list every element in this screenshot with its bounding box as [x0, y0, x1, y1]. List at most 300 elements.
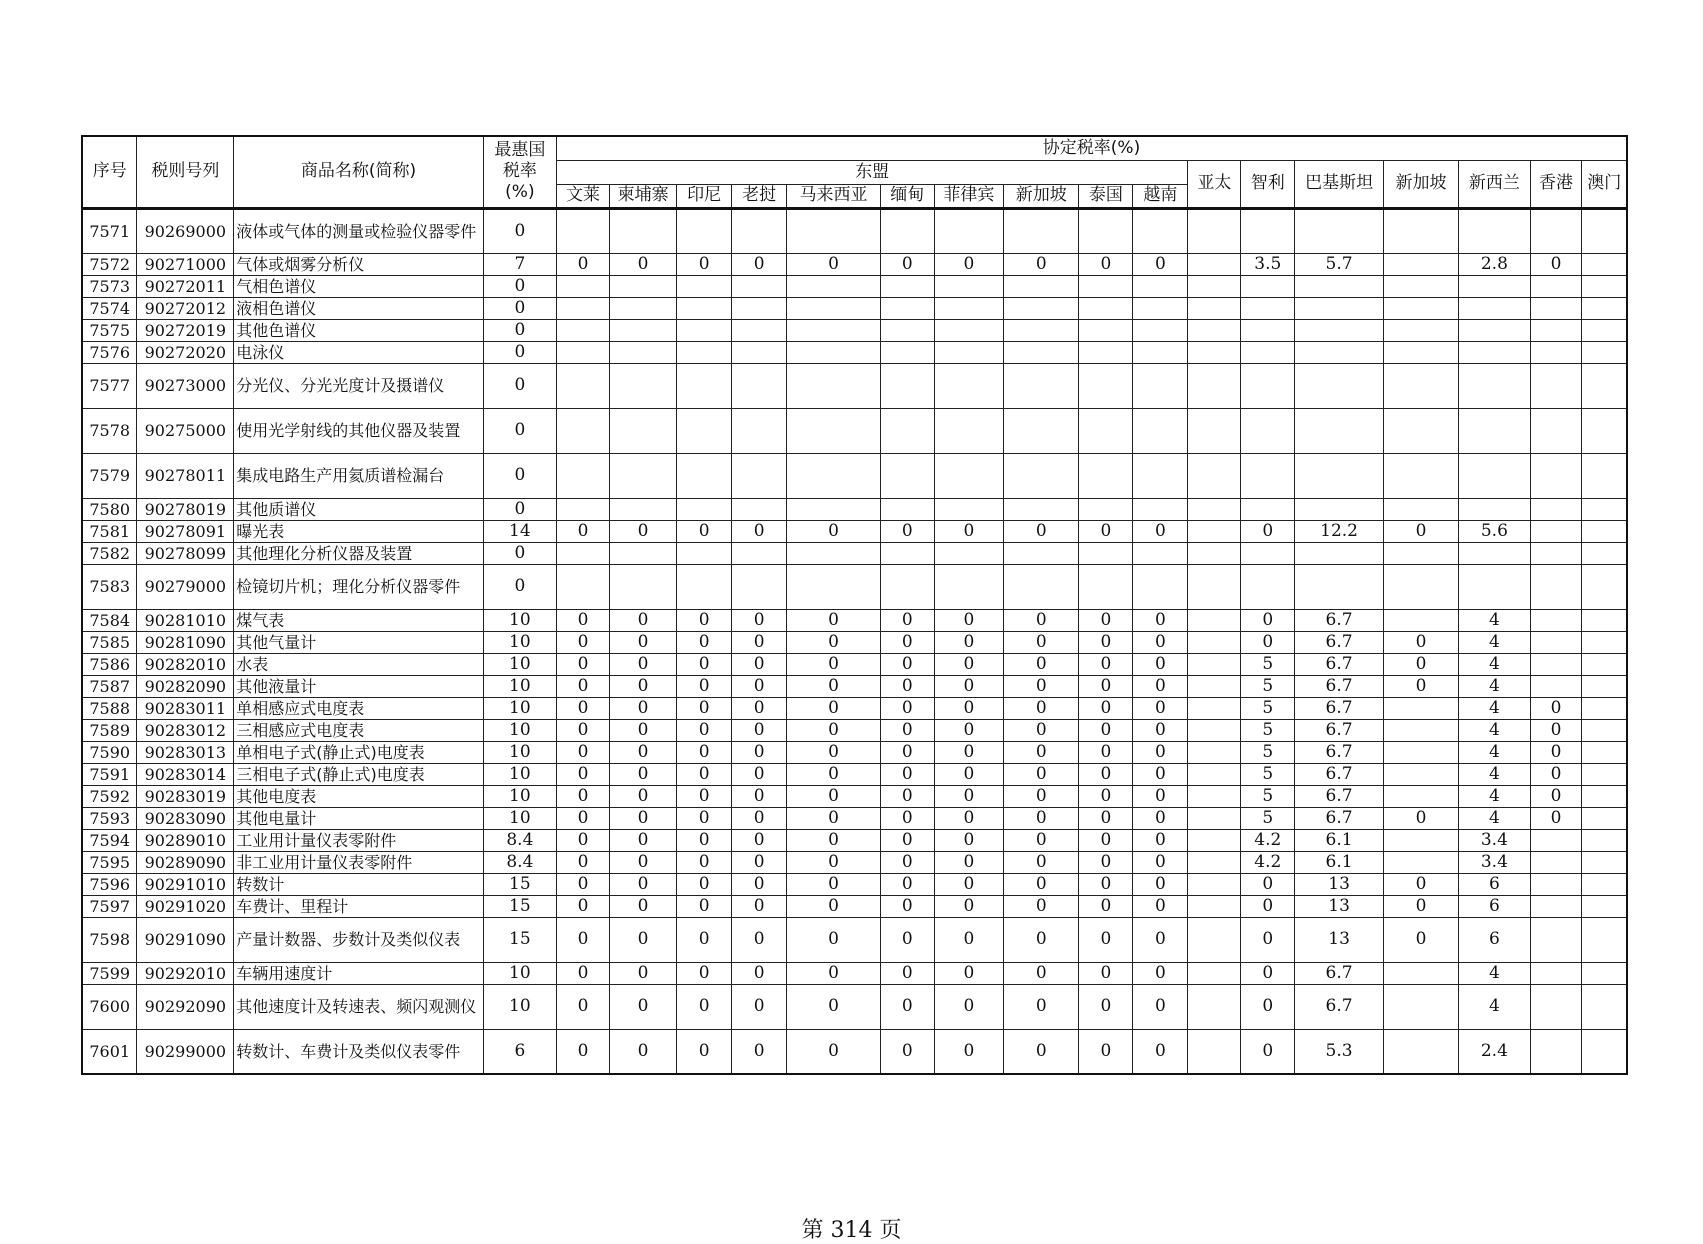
cell-name: 转数计、车费计及类似仪表零件 [234, 1029, 484, 1074]
cell-asean-rate: 0 [609, 741, 676, 763]
cell-asean-rate [1133, 363, 1188, 408]
cell-asean-rate: 0 [1133, 873, 1188, 895]
cell-agreement-rate: 4 [1459, 609, 1530, 631]
cell-asean-rate [1079, 542, 1133, 564]
cell-asean-rate [732, 275, 787, 297]
cell-asean-rate: 0 [880, 984, 934, 1029]
cell-asean-rate: 0 [1133, 807, 1188, 829]
cell-asean-rate: 0 [1004, 631, 1079, 653]
cell-asean-rate [934, 498, 1003, 520]
cell-asean-rate: 0 [732, 653, 787, 675]
cell-name: 其他速度计及转速表、频闪观测仪 [234, 984, 484, 1029]
cell-agreement-rate [1383, 763, 1458, 785]
cell-agreement-rate: 6.1 [1295, 829, 1384, 851]
cell-seq: 7574 [82, 297, 137, 319]
col-mfn-line1: 最惠国 [494, 140, 546, 161]
cell-asean-rate [880, 275, 934, 297]
cell-asean-rate [609, 341, 676, 363]
cell-mfn: 15 [483, 873, 556, 895]
cell-asean-rate: 0 [1133, 829, 1188, 851]
cell-asean-rate [1004, 319, 1079, 341]
cell-asean-rate: 0 [677, 829, 732, 851]
cell-name: 液相色谱仪 [234, 297, 484, 319]
cell-agreement-rate [1241, 363, 1295, 408]
cell-agreement-rate [1188, 917, 1241, 962]
cell-agreement-rate [1530, 675, 1582, 697]
cell-agreement-rate [1530, 917, 1582, 962]
cell-code: 90291020 [137, 895, 234, 917]
cell-agreement-rate [1383, 564, 1458, 609]
cell-asean-rate: 0 [732, 520, 787, 542]
cell-agreement-rate [1459, 341, 1530, 363]
cell-agreement-rate [1582, 763, 1627, 785]
cell-agreement-rate [1582, 520, 1627, 542]
cell-asean-rate: 0 [732, 719, 787, 741]
cell-asean-rate: 0 [609, 631, 676, 653]
cell-asean-rate [880, 208, 934, 253]
cell-asean-rate [934, 453, 1003, 498]
cell-agreement-rate [1582, 297, 1627, 319]
cell-asean-rate [787, 208, 881, 253]
cell-agreement-rate: 6.7 [1295, 719, 1384, 741]
cell-asean-rate [557, 363, 610, 408]
cell-asean-rate: 0 [677, 807, 732, 829]
cell-mfn: 0 [483, 564, 556, 609]
table-row [82, 1029, 1627, 1074]
cell-agreement-rate [1188, 564, 1241, 609]
cell-asean-rate [787, 341, 881, 363]
cell-name: 分光仪、分光光度计及摄谱仪 [234, 363, 484, 408]
cell-asean-rate: 0 [557, 807, 610, 829]
cell-asean-rate: 0 [1004, 962, 1079, 984]
cell-asean-rate: 0 [1079, 675, 1133, 697]
cell-asean-rate [880, 319, 934, 341]
cell-asean-rate: 0 [609, 984, 676, 1029]
cell-agreement-rate [1188, 408, 1241, 453]
cell-agreement-rate: 0 [1530, 719, 1582, 741]
cell-asean-rate: 0 [934, 653, 1003, 675]
cell-agreement-rate [1582, 319, 1627, 341]
cell-agreement-rate [1530, 873, 1582, 895]
cell-asean-rate: 0 [1004, 1029, 1079, 1074]
cell-asean-rate [732, 208, 787, 253]
cell-asean-rate [880, 297, 934, 319]
cell-agreement-rate [1459, 453, 1530, 498]
cell-asean-rate [1004, 498, 1079, 520]
col-mfn [483, 136, 556, 208]
cell-asean-rate [787, 542, 881, 564]
table-row [82, 609, 1627, 631]
cell-asean-rate: 0 [787, 631, 881, 653]
cell-asean-rate: 0 [677, 785, 732, 807]
cell-name: 单相感应式电度表 [234, 697, 484, 719]
cell-agreement-rate: 4 [1459, 984, 1530, 1029]
cell-agreement-rate [1582, 984, 1627, 1029]
cell-asean-rate: 0 [557, 763, 610, 785]
cell-agreement-rate [1383, 719, 1458, 741]
cell-asean-rate: 0 [787, 653, 881, 675]
cell-agreement-rate: 0 [1530, 697, 1582, 719]
cell-agreement-rate: 6.7 [1295, 962, 1384, 984]
cell-asean-rate: 0 [934, 785, 1003, 807]
cell-asean-rate: 0 [787, 697, 881, 719]
cell-code: 90289090 [137, 851, 234, 873]
cell-asean-rate: 0 [732, 697, 787, 719]
cell-name: 气体或烟雾分析仪 [234, 253, 484, 275]
cell-name: 单相电子式(静止式)电度表 [234, 741, 484, 763]
cell-agreement-rate: 6 [1459, 895, 1530, 917]
cell-asean-rate: 0 [1004, 984, 1079, 1029]
cell-mfn: 7 [483, 253, 556, 275]
cell-agreement-rate: 6.7 [1295, 807, 1384, 829]
cell-seq: 7595 [82, 851, 137, 873]
cell-mfn: 0 [483, 319, 556, 341]
cell-code: 90289010 [137, 829, 234, 851]
cell-agreement-rate [1188, 453, 1241, 498]
cell-asean-rate: 0 [934, 631, 1003, 653]
cell-code: 90283014 [137, 763, 234, 785]
cell-asean-rate [934, 208, 1003, 253]
cell-mfn: 10 [483, 609, 556, 631]
cell-asean-rate: 0 [1004, 675, 1079, 697]
col-code: 税则号列 [137, 136, 234, 208]
cell-code: 90292090 [137, 984, 234, 1029]
cell-asean-rate [934, 319, 1003, 341]
cell-name: 其他电度表 [234, 785, 484, 807]
cell-agreement-rate [1582, 208, 1627, 253]
cell-code: 90272011 [137, 275, 234, 297]
cell-agreement-rate: 0 [1383, 520, 1458, 542]
cell-agreement-rate: 5.6 [1459, 520, 1530, 542]
cell-asean-rate: 0 [1079, 851, 1133, 873]
cell-agreement-rate [1295, 363, 1384, 408]
cell-mfn: 14 [483, 520, 556, 542]
cell-agreement-rate: 4 [1459, 741, 1530, 763]
col-seq: 序号 [82, 136, 137, 208]
cell-asean-rate: 0 [1004, 719, 1079, 741]
cell-asean-rate [557, 341, 610, 363]
cell-code: 90282010 [137, 653, 234, 675]
cell-asean-rate: 0 [557, 984, 610, 1029]
cell-mfn: 6 [483, 1029, 556, 1074]
table-row [82, 697, 1627, 719]
cell-code: 90282090 [137, 675, 234, 697]
cell-asean-rate: 0 [934, 741, 1003, 763]
cell-asean-rate [787, 363, 881, 408]
cell-asean-rate: 0 [934, 984, 1003, 1029]
table-row [82, 253, 1627, 275]
cell-asean-rate [787, 564, 881, 609]
cell-agreement-rate [1188, 319, 1241, 341]
cell-agreement-rate [1188, 341, 1241, 363]
cell-agreement-rate: 4.2 [1241, 829, 1295, 851]
cell-agreement-rate [1188, 719, 1241, 741]
cell-asean-rate: 0 [557, 697, 610, 719]
cell-asean-rate: 0 [934, 873, 1003, 895]
cell-agreement-rate [1383, 363, 1458, 408]
cell-agreement-rate: 0 [1241, 962, 1295, 984]
table-row [82, 807, 1627, 829]
cell-agreement-rate [1295, 498, 1384, 520]
cell-asean-rate: 0 [1079, 520, 1133, 542]
cell-asean-rate: 0 [1133, 653, 1188, 675]
table-row [82, 631, 1627, 653]
cell-asean-rate: 0 [880, 763, 934, 785]
cell-asean-rate: 0 [1133, 917, 1188, 962]
cell-asean-rate: 0 [677, 873, 732, 895]
cell-agreement-rate [1241, 208, 1295, 253]
cell-asean-rate: 0 [1079, 917, 1133, 962]
cell-asean-rate [1079, 275, 1133, 297]
cell-asean-rate: 0 [787, 962, 881, 984]
cell-asean-rate: 0 [677, 631, 732, 653]
col-asean-member-3: 老挝 [732, 184, 787, 208]
cell-name: 三相感应式电度表 [234, 719, 484, 741]
cell-mfn: 15 [483, 917, 556, 962]
cell-agreement-rate [1383, 609, 1458, 631]
cell-code: 90272012 [137, 297, 234, 319]
cell-asean-rate: 0 [1133, 697, 1188, 719]
cell-agreement-rate: 0 [1383, 653, 1458, 675]
cell-code: 90278019 [137, 498, 234, 520]
cell-asean-rate: 0 [1079, 697, 1133, 719]
cell-asean-rate: 0 [1133, 785, 1188, 807]
cell-seq: 7583 [82, 564, 137, 609]
cell-asean-rate: 0 [609, 697, 676, 719]
cell-asean-rate: 0 [1004, 895, 1079, 917]
cell-name: 水表 [234, 653, 484, 675]
cell-seq: 7593 [82, 807, 137, 829]
cell-agreement-rate [1530, 851, 1582, 873]
cell-asean-rate: 0 [934, 829, 1003, 851]
cell-agreement-rate [1188, 275, 1241, 297]
cell-asean-rate: 0 [1079, 609, 1133, 631]
cell-asean-rate: 0 [557, 520, 610, 542]
cell-seq: 7579 [82, 453, 137, 498]
cell-agreement-rate [1530, 829, 1582, 851]
cell-mfn: 0 [483, 208, 556, 253]
cell-mfn: 0 [483, 297, 556, 319]
cell-agreement-rate [1459, 297, 1530, 319]
cell-asean-rate: 0 [1079, 807, 1133, 829]
cell-seq: 7590 [82, 741, 137, 763]
cell-asean-rate: 0 [1133, 962, 1188, 984]
cell-asean-rate: 0 [880, 719, 934, 741]
cell-asean-rate: 0 [934, 962, 1003, 984]
cell-seq: 7586 [82, 653, 137, 675]
cell-agreement-rate: 0 [1530, 807, 1582, 829]
cell-asean-rate [1133, 498, 1188, 520]
cell-seq: 7601 [82, 1029, 137, 1074]
cell-agreement-rate [1530, 498, 1582, 520]
cell-asean-rate: 0 [557, 962, 610, 984]
cell-agreement-rate: 0 [1383, 873, 1458, 895]
cell-agreement-rate [1383, 341, 1458, 363]
cell-asean-rate: 0 [1079, 653, 1133, 675]
cell-agreement-rate [1188, 297, 1241, 319]
cell-agreement-rate [1383, 962, 1458, 984]
col-agreement: 协定税率(%) [557, 136, 1627, 160]
cell-asean-rate: 0 [880, 917, 934, 962]
cell-agreement-rate: 0 [1530, 785, 1582, 807]
cell-asean-rate [732, 453, 787, 498]
cell-asean-rate: 0 [1004, 609, 1079, 631]
cell-asean-rate: 0 [677, 917, 732, 962]
cell-seq: 7581 [82, 520, 137, 542]
cell-asean-rate: 0 [732, 984, 787, 1029]
cell-asean-rate: 0 [1133, 763, 1188, 785]
table-row [82, 275, 1627, 297]
cell-agreement-rate [1582, 275, 1627, 297]
cell-asean-rate: 0 [677, 609, 732, 631]
col-asean-member-4: 马来西亚 [787, 184, 881, 208]
cell-agreement-rate [1383, 697, 1458, 719]
cell-agreement-rate: 5 [1241, 675, 1295, 697]
cell-agreement-rate: 4 [1459, 631, 1530, 653]
table-row [82, 319, 1627, 341]
cell-name: 其他电量计 [234, 807, 484, 829]
cell-asean-rate: 0 [1004, 763, 1079, 785]
cell-code: 90283090 [137, 807, 234, 829]
table-row [82, 653, 1627, 675]
cell-agreement-rate [1582, 631, 1627, 653]
cell-agreement-rate [1530, 564, 1582, 609]
cell-agreement-rate [1241, 498, 1295, 520]
cell-agreement-rate [1459, 542, 1530, 564]
cell-agreement-rate: 0 [1241, 631, 1295, 653]
cell-agreement-rate [1188, 363, 1241, 408]
cell-agreement-rate [1459, 408, 1530, 453]
cell-agreement-rate [1582, 873, 1627, 895]
cell-agreement-rate [1188, 631, 1241, 653]
cell-agreement-rate [1188, 208, 1241, 253]
cell-asean-rate [677, 453, 732, 498]
cell-seq: 7588 [82, 697, 137, 719]
cell-seq: 7599 [82, 962, 137, 984]
table-row [82, 917, 1627, 962]
cell-asean-rate: 0 [609, 675, 676, 697]
cell-agreement-rate: 4 [1459, 807, 1530, 829]
cell-asean-rate: 0 [880, 873, 934, 895]
cell-asean-rate: 0 [1079, 984, 1133, 1029]
cell-name: 工业用计量仪表零附件 [234, 829, 484, 851]
cell-asean-rate: 0 [732, 785, 787, 807]
cell-agreement-rate [1241, 319, 1295, 341]
cell-agreement-rate: 4 [1459, 675, 1530, 697]
cell-asean-rate: 0 [880, 609, 934, 631]
cell-asean-rate: 0 [557, 873, 610, 895]
cell-agreement-rate: 4 [1459, 785, 1530, 807]
cell-asean-rate [677, 498, 732, 520]
cell-asean-rate: 0 [677, 675, 732, 697]
cell-name: 产量计数器、步数计及类似仪表 [234, 917, 484, 962]
cell-asean-rate: 0 [1133, 719, 1188, 741]
cell-asean-rate [557, 208, 610, 253]
cell-asean-rate: 0 [880, 520, 934, 542]
cell-asean-rate: 0 [1004, 697, 1079, 719]
cell-asean-rate: 0 [677, 697, 732, 719]
cell-agreement-rate: 2.8 [1459, 253, 1530, 275]
cell-asean-rate: 0 [787, 1029, 881, 1074]
col-asean-member-2: 印尼 [677, 184, 732, 208]
cell-code: 90269000 [137, 208, 234, 253]
cell-agreement-rate [1383, 785, 1458, 807]
cell-seq: 7577 [82, 363, 137, 408]
cell-asean-rate [880, 564, 934, 609]
cell-asean-rate [677, 275, 732, 297]
cell-agreement-rate [1582, 829, 1627, 851]
cell-asean-rate: 0 [787, 895, 881, 917]
cell-agreement-rate: 3.4 [1459, 829, 1530, 851]
cell-agreement-rate: 0 [1383, 675, 1458, 697]
cell-asean-rate: 0 [1079, 741, 1133, 763]
cell-mfn: 10 [483, 741, 556, 763]
cell-asean-rate: 0 [1004, 873, 1079, 895]
cell-asean-rate [1133, 297, 1188, 319]
cell-asean-rate: 0 [557, 741, 610, 763]
cell-asean-rate: 0 [1004, 253, 1079, 275]
table-row [82, 564, 1627, 609]
cell-agreement-rate [1582, 697, 1627, 719]
cell-agreement-rate [1188, 498, 1241, 520]
cell-agreement-rate: 0 [1530, 253, 1582, 275]
cell-agreement-rate [1383, 984, 1458, 1029]
cell-asean-rate: 0 [732, 609, 787, 631]
cell-seq: 7575 [82, 319, 137, 341]
cell-mfn: 0 [483, 341, 556, 363]
cell-agreement-rate: 4.2 [1241, 851, 1295, 873]
cell-agreement-rate [1582, 895, 1627, 917]
cell-asean-rate: 0 [677, 984, 732, 1029]
cell-seq: 7572 [82, 253, 137, 275]
cell-agreement-rate [1295, 208, 1384, 253]
cell-asean-rate [557, 297, 610, 319]
cell-agreement-rate [1582, 253, 1627, 275]
cell-agreement-rate [1530, 609, 1582, 631]
cell-agreement-rate: 0 [1383, 917, 1458, 962]
cell-agreement-rate: 6.7 [1295, 785, 1384, 807]
cell-agreement-rate: 13 [1295, 895, 1384, 917]
cell-agreement-rate: 3.4 [1459, 851, 1530, 873]
cell-asean-rate: 0 [609, 520, 676, 542]
table-row [82, 829, 1627, 851]
cell-asean-rate [1079, 453, 1133, 498]
cell-asean-rate [1004, 542, 1079, 564]
table-row [82, 873, 1627, 895]
cell-asean-rate [1133, 208, 1188, 253]
cell-asean-rate: 0 [677, 895, 732, 917]
page-number: 第 314 页 [801, 1218, 902, 1243]
cell-asean-rate: 0 [677, 962, 732, 984]
cell-agreement-rate [1241, 297, 1295, 319]
cell-name: 气相色谱仪 [234, 275, 484, 297]
cell-agreement-rate [1241, 453, 1295, 498]
cell-asean-rate: 0 [1133, 631, 1188, 653]
cell-asean-rate: 0 [732, 675, 787, 697]
cell-name: 电泳仪 [234, 341, 484, 363]
cell-asean-rate: 0 [787, 829, 881, 851]
cell-asean-rate [1079, 297, 1133, 319]
cell-mfn: 10 [483, 697, 556, 719]
cell-asean-rate [1133, 408, 1188, 453]
cell-agreement-rate [1383, 253, 1458, 275]
cell-asean-rate [1004, 453, 1079, 498]
cell-agreement-rate [1383, 542, 1458, 564]
table-row [82, 542, 1627, 564]
cell-agreement-rate [1383, 408, 1458, 453]
cell-asean-rate: 0 [677, 719, 732, 741]
cell-mfn: 15 [483, 895, 556, 917]
